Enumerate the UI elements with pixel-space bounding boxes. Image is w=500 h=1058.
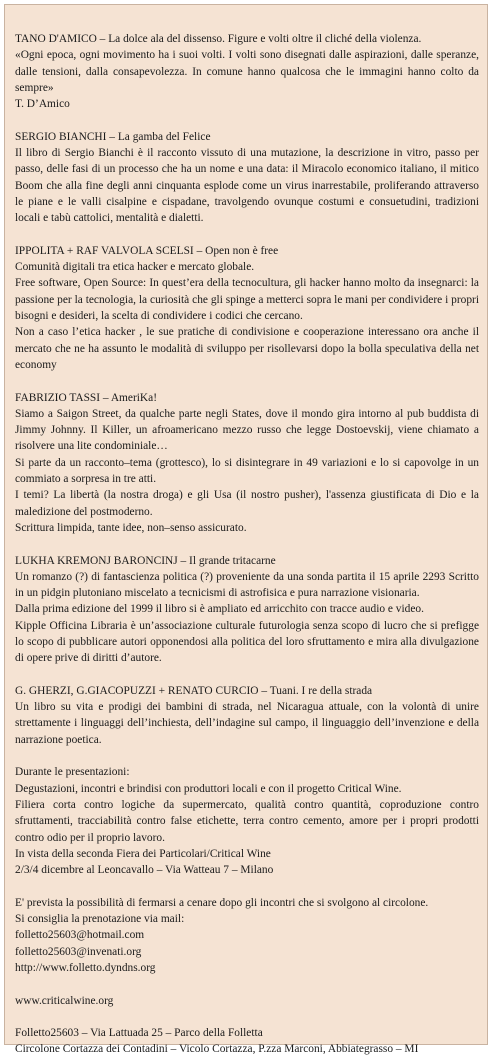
description-paragraph: Filiera corta contro logiche da supermercato, qualità contro quantità, coproduzione contro sfruttamenti, tracciabilità contro false etichette, terra contro cemento, amore per i propri prodotti contro odio per il proprio lavoro. <box>15 798 479 844</box>
description-paragraph: Free software, Open Source: In quest’era della tecnocultura, gli hacker hanno molto da insegnarci: la passione per la tecnologia, la curiosità che gli spinge a metterci sopra le mani per condividere i propri bisogni e desideri, la scelta di condividere i codici che cercano. <box>15 277 479 323</box>
section-gherzi <box>15 683 479 748</box>
quote-paragraph: «Ogni epoca, ogni movimento ha i suoi volti. I volti sono disegnati dalle aspirazioni, dalle speranze, dalle tensioni, dalla consapevolezza. In comune hanno qualcosa che le immagini hanno colto da sempre» <box>15 49 479 94</box>
description-paragraph: Si parte da un racconto–tema (grottesco), lo si disintegrare in 49 variazioni e lo si capovolge in un commiato a sorpresa in tre atti. <box>15 456 479 486</box>
website-folletto: http://www.folletto.dyndns.org <box>15 961 156 974</box>
description-paragraph: Dalla prima edizione del 1999 il libro si è ampliato ed arricchito con tracce audio e video. <box>15 603 424 616</box>
section-tassi <box>15 390 479 537</box>
quote-attribution: T. D’Amico <box>15 98 70 111</box>
description-paragraph: Scrittura limpida, tante idee, non–senso assicurato. <box>15 521 247 534</box>
description-paragraph: Un libro su vita e prodigi dei bambini di strada, nel Nicaragua attuale, con la volontà di unire strettamente i linguaggi dell’inchiesta, dell’indagine sul campo, il linguaggio dell’invenzione e della narrazione poetica. <box>15 701 479 746</box>
description-paragraph: I temi? La libertà (la nostra droga) e gli Usa (il nostro pusher), l'assenza giustificata di Dio e la maledizione del postmoderno. <box>15 489 479 518</box>
dinner-note: E' prevista la possibilità di fermarsi a cenare dopo gli incontri che si svolgono al circolone. <box>15 896 429 909</box>
section-ippolita <box>15 243 479 373</box>
email-hotmail: folletto25603@hotmail.com <box>15 929 145 942</box>
description-paragraph: Il libro di Sergio Bianchi è il racconto vissuto di una mutazione, la descrizione in vitro, passo per passo, delle fasi di un processo che ha un nome e una data: il Miracolo economico italiano, il mitico Boom che alla fine degli anni cinquanta esplode come un virus inarrestabile, proliferando attraverso le piane e le valli cisalpine e cispadane, travolgendo ovunque costumi e consuetudini, tradizioni locali e tabù cattolici, mentalità e dialetti. <box>15 147 479 225</box>
subtitle-paragraph: Comunità digitali tra etica hacker e mercato globale. <box>15 261 255 274</box>
website-criticalwine: www.criticalwine.org <box>15 994 114 1007</box>
section-contatti <box>15 895 479 976</box>
description-paragraph: Siamo a Saigon Street, da qualche parte negli States, dove il mondo gira intorno al pub buddista di Jimmy Johnny. Il Killer, un afroamericano mezzo russo che legge Dostoevskij, viene chiamato a risolvere una lite condominiale… <box>15 407 479 453</box>
section-damico <box>15 31 479 112</box>
description-paragraph: Kipple Officina Libraria è un’associazione culturale futurologia senza scopo di lucro che si prefigge lo scopo di pubblicare autori opponendosi alla politica del loro sfruttamento e mira alla divulgazione di opere prive di diritti d’autore. <box>15 619 479 665</box>
section-heading: TANO D'AMICO – La dolce ala del dissenso. Figure e volti oltre il cliché della violenza. <box>15 33 422 45</box>
section-heading: SERGIO BIANCHI – La gamba del Felice <box>15 130 211 143</box>
section-heading: LUKHA KREMONJ BARONCINJ – Il grande tritacarne <box>15 554 276 567</box>
address-folletto: Folletto25603 – Via Lattuada 25 – Parco della Folletta <box>15 1027 263 1040</box>
description-paragraph: Non a caso l’etica hacker , le sue pratiche di condivisione e cooperazione interessano ora anche il mercato che ne ha assunto le modalità di sviluppo per risollevarsi dopo la bolla speculativa della net economy <box>15 326 479 371</box>
booking-note: Si consiglia la prenotazione via mail: <box>15 913 185 926</box>
section-heading: FABRIZIO TASSI – AmeriKa! <box>15 391 157 404</box>
description-paragraph: Degustazioni, incontri e brindisi con produttori locali e con il progetto Critical Wine. <box>15 782 402 795</box>
section-heading: Durante le presentazioni: <box>15 766 130 779</box>
event-date-line: 2/3/4 dicembre al Leoncavallo – Via Watteau 7 – Milano <box>15 864 274 877</box>
description-paragraph: In vista della seconda Fiera dei Particolari/Critical Wine <box>15 847 271 860</box>
email-invenati: folletto25603@invenati.org <box>15 945 142 958</box>
section-presentazioni <box>15 764 479 878</box>
section-bianchi <box>15 129 479 227</box>
description-paragraph: Un romanzo (?) di fantascienza politica (?) proveniente da una sonda partita il 15 aprile 2293 Scritto in un pidgin plutoniano miscelato a tecnicismi di astrofisica e pura narrazione visionaria. <box>15 570 479 600</box>
section-kremonj <box>15 553 479 667</box>
section-address <box>15 1025 479 1058</box>
address-circolone: Circolone Cortazza dei Contadini – Vicolo Cortazza, P.zza Marconi, Abbiategrasso – MI <box>15 1043 419 1056</box>
section-heading: G. GHERZI, G.GIACOPUZZI + RENATO CURCIO – Tuani. I re della strada <box>15 684 373 697</box>
section-heading: IPPOLITA + RAF VALVOLA SCELSI – Open non è free <box>15 244 279 257</box>
section-website <box>15 993 479 1009</box>
flyer-panel <box>4 4 488 1056</box>
